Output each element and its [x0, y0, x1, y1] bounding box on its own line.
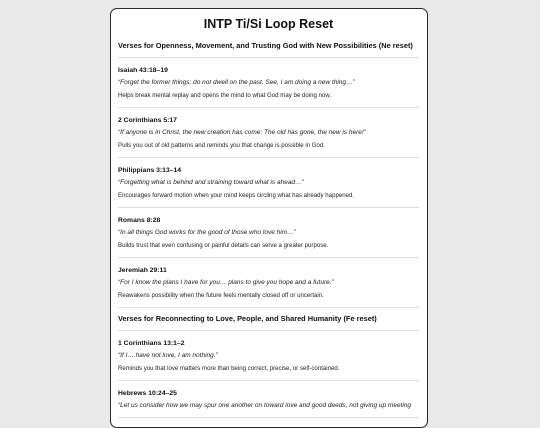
- verse-quote: “Let us consider how we may spur one another on toward love and good deeds, not giving up meeting: [118, 402, 412, 409]
- verse-reference: Romans 8:28: [118, 217, 161, 224]
- verse-item: [118, 158, 419, 208]
- verse-item: [118, 381, 419, 418]
- verse-quote: “Forgetting what is behind and straining toward what is ahead…”: [118, 179, 304, 186]
- verse-reference: Hebrews 10:24–25: [118, 390, 177, 397]
- section-ne-reset: [118, 41, 419, 308]
- verse-quote: “If I… have not love, I am nothing.”: [118, 352, 218, 359]
- verse-quote: “If anyone is in Christ, the new creation has come: The old has gone, the new is here!”: [118, 129, 366, 136]
- verse-item: [118, 208, 419, 258]
- verse-item: [118, 108, 419, 158]
- verse-reference: 2 Corinthians 5:17: [118, 117, 177, 124]
- verse-item: [118, 58, 419, 108]
- verse-item: [118, 331, 419, 381]
- verse-quote: “For I know the plans I have for you… plans to give you hope and a future.”: [118, 279, 334, 286]
- verse-note: Reminds you that love matters more than being correct, precise, or self-contained.: [118, 365, 340, 372]
- verse-reference: Philippians 3:13–14: [118, 167, 182, 174]
- verse-reference: Jeremiah 29:11: [118, 267, 167, 274]
- verse-card: [110, 8, 428, 428]
- verse-note: Encourages forward motion when your mind keeps circling what has already happened.: [118, 192, 355, 199]
- verse-note: Builds trust that even confusing or painful details can serve a greater purpose.: [118, 242, 329, 249]
- verse-reference: 1 Corinthians 13:1–2: [118, 340, 185, 347]
- section-fe-reset: [118, 314, 419, 418]
- section-heading: Verses for Openness, Movement, and Trusting God with New Possibilities (Ne reset): [118, 41, 419, 58]
- verse-quote: “Forget the former things; do not dwell on the past. See, I am doing a new thing…”: [118, 79, 355, 86]
- verse-note: Pulls you out of old patterns and reminds you that change is possible in God.: [118, 142, 325, 149]
- page-title: INTP Ti/Si Loop Reset: [203, 17, 334, 31]
- verse-quote: “In all things God works for the good of those who love him…”: [118, 229, 296, 236]
- verse-reference: Isaiah 43:18–19: [118, 67, 168, 74]
- verse-note: Reawakens possibility when the future feels mentally closed off or uncertain.: [118, 292, 324, 299]
- verse-note: Helps break mental replay and opens the mind to what God may be doing now.: [118, 92, 332, 99]
- verse-item: [118, 258, 419, 308]
- section-heading: Verses for Reconnecting to Love, People, and Shared Humanity (Fe reset): [118, 314, 419, 331]
